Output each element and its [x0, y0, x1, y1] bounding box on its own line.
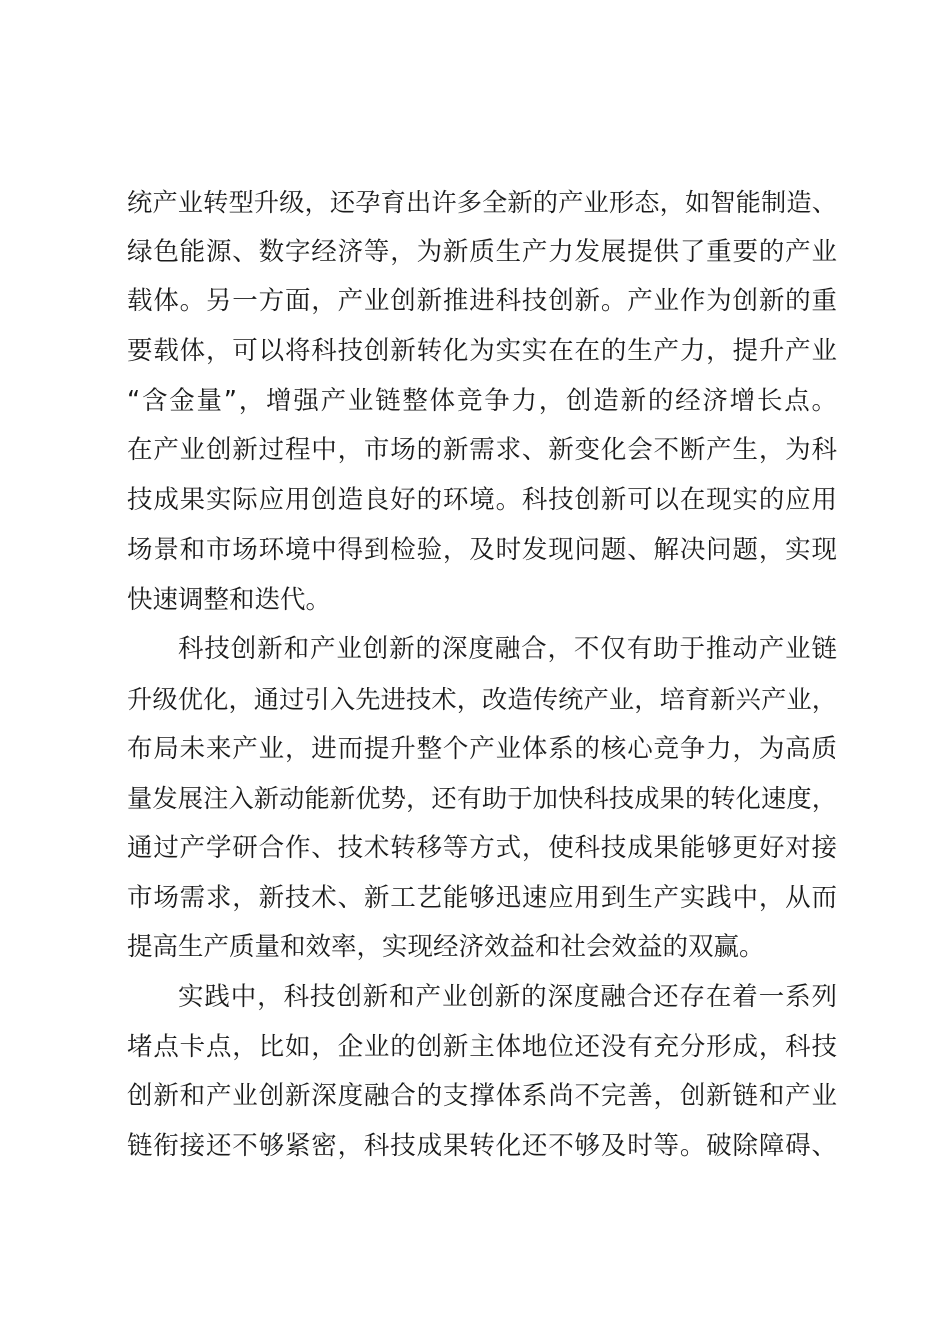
text-line: 市场需求，新技术、新工艺能够迅速应用到生产实践中，从而 [127, 882, 837, 913]
text-line: 链衔接还不够紧密，科技成果转化还不够及时等。破除障碍、 [127, 1131, 837, 1162]
text-line: “含金量”，增强产业链整体竞争力，创造新的经济增长点。 [127, 385, 837, 416]
text-line: 布局未来产业，进而提升整个产业体系的核心竞争力，为高质 [127, 733, 837, 764]
text-line: 量发展注入新动能新优势，还有助于加快科技成果的转化速度， [127, 784, 837, 814]
text-line: 要载体，可以将科技创新转化为实实在在的生产力，提升产业 [127, 336, 837, 367]
paragraph-first-line: 科技创新和产业创新的深度融合，不仅有助于推动产业链 [178, 634, 837, 665]
text-line: 通过产学研合作、技术转移等方式，使科技成果能够更好对接 [127, 832, 837, 863]
text-line: 在产业创新过程中，市场的新需求、新变化会不断产生，为科 [127, 435, 837, 466]
text-line: 载体。另一方面，产业创新推进科技创新。产业作为创新的重 [127, 286, 837, 317]
text-line: 技成果实际应用创造良好的环境。科技创新可以在现实的应用 [127, 485, 837, 516]
paragraph-first-line: 实践中，科技创新和产业创新的深度融合还存在着一系列 [178, 982, 837, 1012]
text-line: 创新和产业创新深度融合的支撑体系尚不完善，创新链和产业 [127, 1081, 837, 1112]
text-line: 绿色能源、数字经济等，为新质生产力发展提供了重要的产业 [127, 236, 837, 267]
text-line: 场景和市场环境中得到检验，及时发现问题、解决问题，实现 [127, 534, 837, 565]
body-text [127, 178, 837, 1172]
paragraph-end-line: 提高生产质量和效率，实现经济效益和社会效益的双赢。 [127, 932, 765, 963]
paragraph-end-line: 快速调整和迭代。 [127, 584, 332, 615]
text-line: 统产业转型升级，还孕育出许多全新的产业形态，如智能制造、 [127, 188, 837, 217]
text-line: 升级优化，通过引入先进技术，改造传统产业，培育新兴产业， [127, 684, 837, 714]
text-line: 堵点卡点，比如，企业的创新主体地位还没有充分形成，科技 [127, 1031, 837, 1062]
